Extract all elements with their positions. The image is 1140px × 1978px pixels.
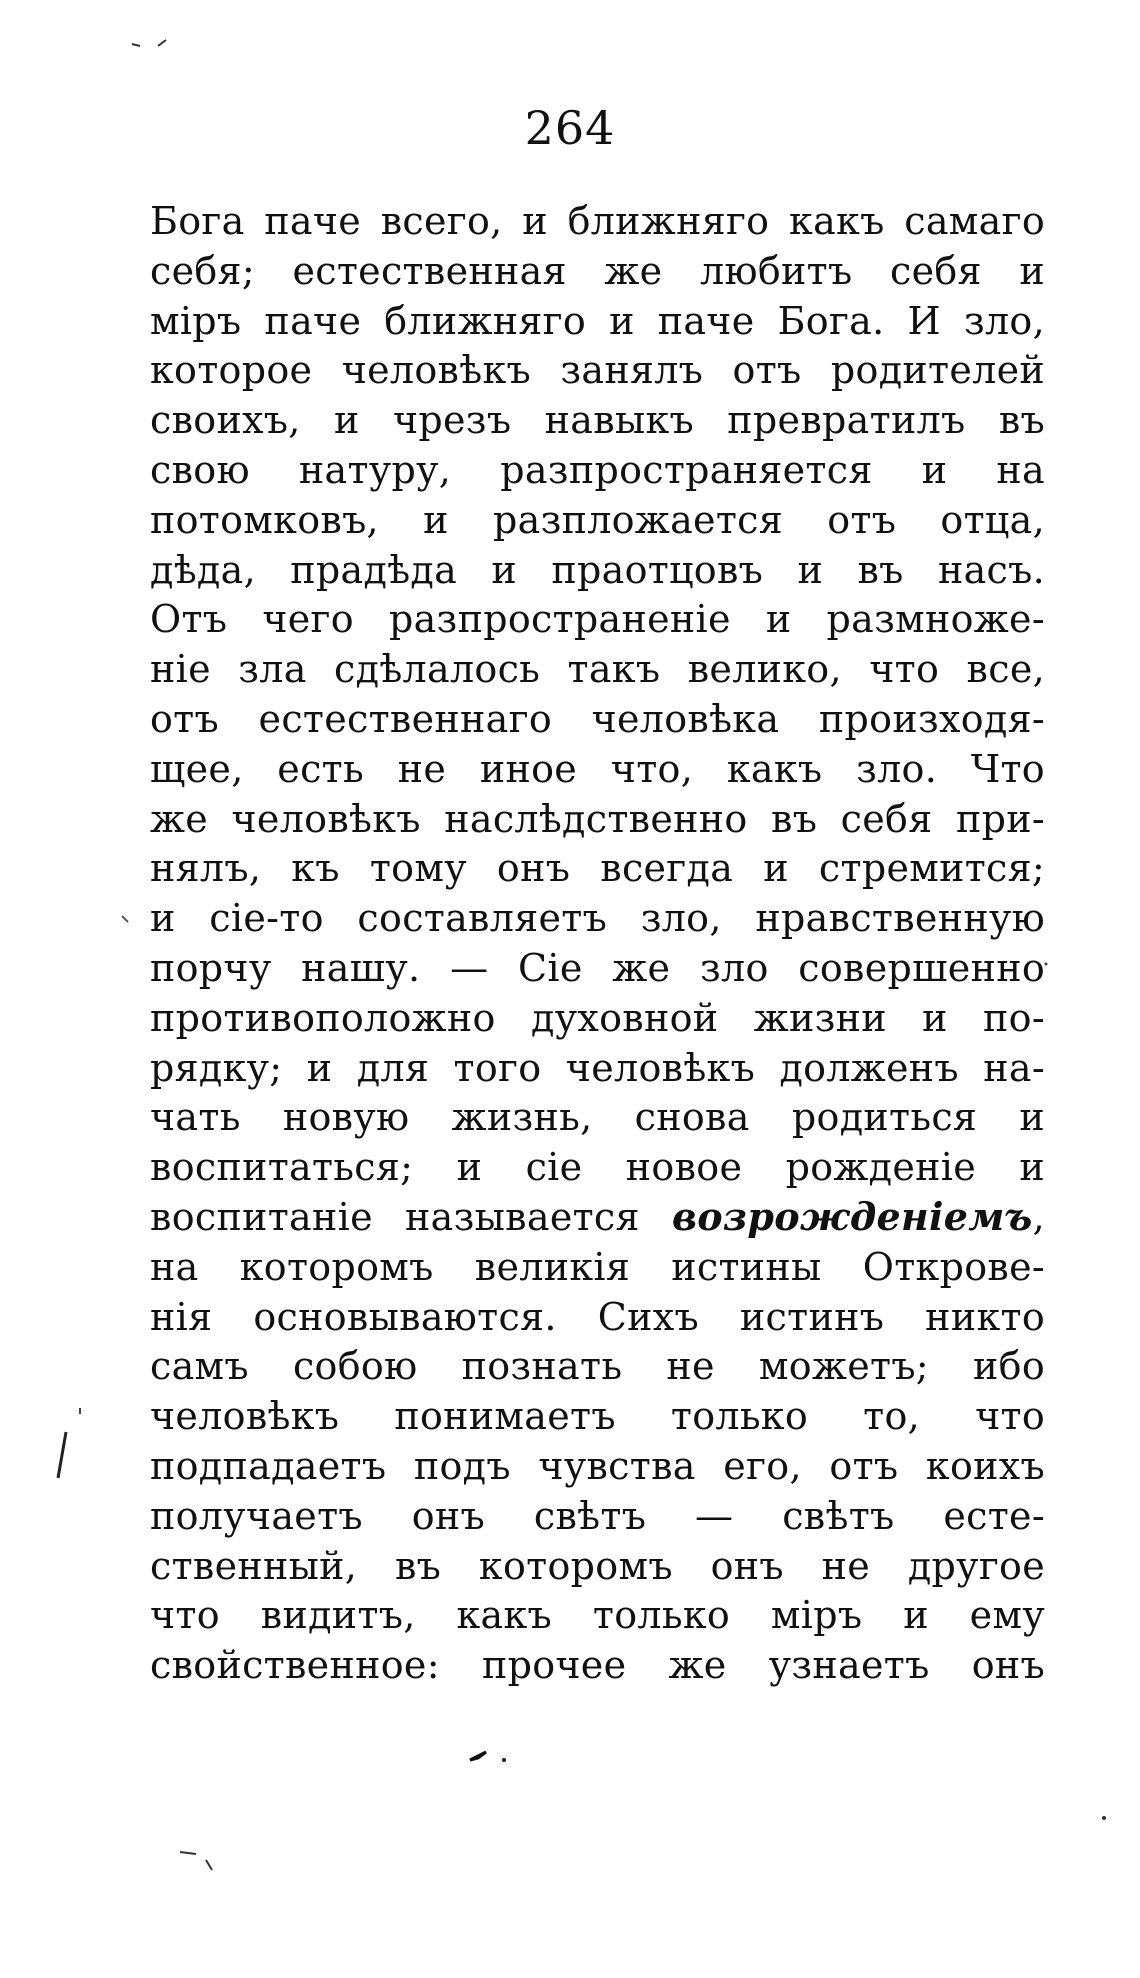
line-text: же человѣкъ наслѣдственно въ себя при-: [150, 796, 1045, 841]
line-text: отъ естественнаго человѣка произходя-: [150, 696, 1045, 741]
line-text: ніе зла сдѣлалось такъ велико, что все,: [150, 647, 1045, 692]
line-text: ственный, въ которомъ онъ не другое: [150, 1543, 1045, 1588]
line-text: подпадаетъ подъ чувства его, отъ коихъ: [150, 1443, 1045, 1488]
line-text: своихъ, и чрезъ навыкъ превратилъ въ: [150, 398, 1045, 443]
emphasized-word: возрожденіемъ: [671, 1193, 1033, 1239]
line-text: воспитаться; и сіе новое рожденіе и: [150, 1145, 1045, 1190]
line-text: чать новую жизнь, снова родиться и: [150, 1095, 1045, 1140]
line-text: на которомъ великія истины Открове-: [150, 1244, 1045, 1289]
line-text: и сіе-то составляетъ зло, нравственную: [150, 896, 1045, 941]
line-text: свойственное: прочее же узнаетъ онъ: [150, 1643, 1045, 1688]
line-text: Бога паче всего, и ближняго какъ самаго: [150, 199, 1045, 243]
line-text: щее, есть не иное что, какъ зло. Что: [150, 746, 1045, 791]
line-text: себя; естественная же любитъ себя и: [150, 248, 1045, 293]
page-number: 264: [524, 101, 616, 155]
line-text: дѣда, прадѣда и праотцовъ и въ насъ.: [150, 547, 1045, 592]
line-text: самъ собою познать не можетъ; ибо: [150, 1344, 1045, 1389]
line-text: міръ паче ближняго и паче Бога. И зло,: [150, 298, 1045, 343]
line-text: противоположно духовной жизни и по-: [150, 995, 1045, 1040]
line-text: нялъ, къ тому онъ всегда и стремится;: [150, 846, 1045, 891]
line-text: порчу нашу. — Сіе же зло совершенно: [150, 945, 1045, 990]
line-text: потомковъ, и разпложается отъ отца,: [150, 497, 1045, 542]
line-text: нія основываются. Сихъ истинъ никто: [150, 1294, 1045, 1339]
line-text: рядку; и для того человѣкъ долженъ на-: [150, 1045, 1045, 1090]
line-text-tail: ,: [1032, 1194, 1045, 1239]
line-text: что видитъ, какъ только міръ и ему: [150, 1593, 1045, 1638]
line-text: человѣкъ понимаетъ только то, что: [150, 1394, 1045, 1439]
line-text: Отъ чего разпространеніе и размноже-: [150, 597, 1045, 642]
line-text: свою натуру, разпространяется и на: [150, 447, 1045, 492]
line-text: получаетъ онъ свѣтъ — свѣтъ есте-: [150, 1493, 1045, 1538]
line-text: которое человѣкъ занялъ отъ родителей: [150, 348, 1045, 393]
line-text: воспитаніе называется: [150, 1194, 672, 1239]
